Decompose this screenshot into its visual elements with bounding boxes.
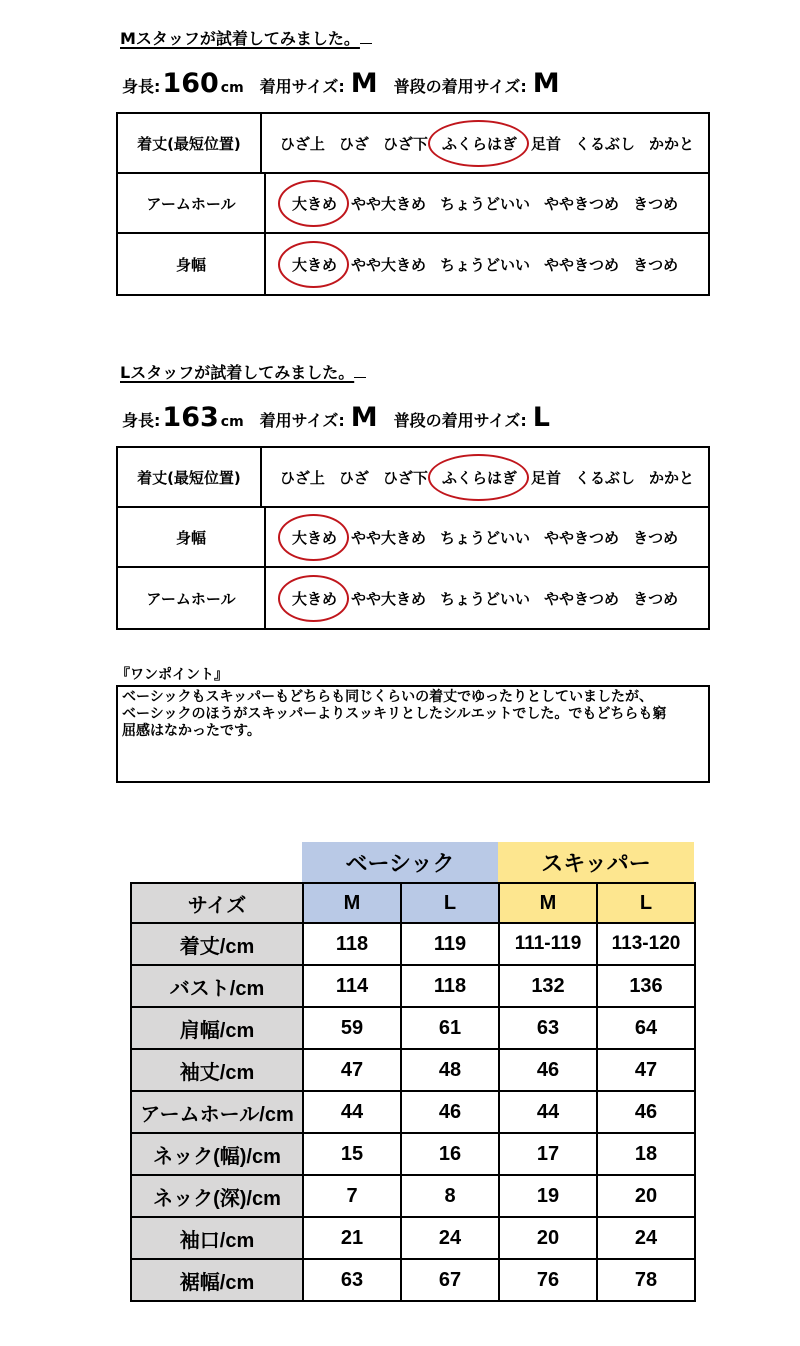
spec-cell: 8 <box>401 1175 499 1217</box>
size-basic-l: L <box>401 883 499 923</box>
worn-size-value: M <box>350 402 378 433</box>
fit-option: くるぶし <box>574 134 635 153</box>
fit-option: かかと <box>648 134 694 153</box>
spec-row-label: ネック(幅)/cm <box>131 1133 303 1175</box>
spec-cell: 111-119 <box>499 923 597 965</box>
usual-size-value: M <box>532 68 560 99</box>
fit-option: ひざ <box>338 468 369 487</box>
fit-option: やや大きめ <box>351 589 427 608</box>
size-header-label: サイズ <box>131 883 303 923</box>
fit-row <box>118 568 708 628</box>
spec-row-label: バスト/cm <box>131 965 303 1007</box>
fit-row-label: 身幅 <box>118 234 266 294</box>
spec-cell: 64 <box>597 1007 695 1049</box>
spec-row <box>131 965 695 1007</box>
spec-row-label: アームホール/cm <box>131 1091 303 1133</box>
fit-row-label: 身幅 <box>118 508 266 566</box>
height-unit: cm <box>220 80 244 96</box>
worn-size-label: 着用サイズ: <box>259 77 345 96</box>
spec-cell: 44 <box>303 1091 401 1133</box>
fit-option: ひざ上 <box>279 468 325 487</box>
spec-row-label: 肩幅/cm <box>131 1007 303 1049</box>
fit-options <box>262 114 708 172</box>
spec-row <box>131 1175 695 1217</box>
spec-row <box>131 923 695 965</box>
height-value: 160 <box>162 68 219 99</box>
fit-row-label: 着丈(最短位置) <box>118 114 262 172</box>
fit-options <box>266 234 708 294</box>
fit-option-selected: ふくらはぎ <box>441 468 517 487</box>
spec-cell: 132 <box>499 965 597 1007</box>
fit-option: ひざ上 <box>279 134 325 153</box>
usual-size-label: 普段の着用サイズ: <box>393 77 527 96</box>
one-point-line: ベーシックもスキッパーもどちらも同じくらいの着丈でゆったりとしていましたが、 <box>122 689 654 705</box>
fit-option: 足首 <box>530 468 561 487</box>
worn-size-value: M <box>350 68 378 99</box>
fit-row-label: アームホール <box>118 568 266 628</box>
fit-option-selected: 大きめ <box>292 194 338 213</box>
height-unit: cm <box>220 414 244 430</box>
spec-cell: 113-120 <box>597 923 695 965</box>
spec-cell: 47 <box>597 1049 695 1091</box>
fit-option: やや大きめ <box>351 528 427 547</box>
fit-option: ひざ下 <box>382 468 428 487</box>
spec-cell: 18 <box>597 1133 695 1175</box>
spec-row-label: 袖丈/cm <box>131 1049 303 1091</box>
fit-option: やや大きめ <box>351 194 427 213</box>
m-staff-title: Mスタッフが試着してみました。 <box>120 26 372 49</box>
height-value: 163 <box>162 402 219 433</box>
spec-cell: 59 <box>303 1007 401 1049</box>
one-point-box <box>116 685 710 783</box>
usual-size-value: L <box>532 402 551 433</box>
fit-option: ひざ <box>338 134 369 153</box>
fit-option: ややきつめ <box>544 255 620 274</box>
spec-cell: 20 <box>499 1217 597 1259</box>
m-staff-fit-table <box>116 112 710 296</box>
spec-cell: 19 <box>499 1175 597 1217</box>
size-spec-section <box>130 842 696 1302</box>
fit-row <box>118 174 708 234</box>
group-header-basic: ベーシック <box>302 842 498 882</box>
spec-row <box>131 1091 695 1133</box>
usual-size-label: 普段の着用サイズ: <box>393 411 527 430</box>
spec-cell: 119 <box>401 923 499 965</box>
fit-option: ひざ下 <box>382 134 428 153</box>
l-staff-title: Lスタッフが試着してみました。 <box>120 360 366 383</box>
spec-row-label: ネック(深)/cm <box>131 1175 303 1217</box>
fit-option-selected: 大きめ <box>292 589 338 608</box>
size-spec-table <box>130 882 696 1302</box>
fit-options <box>266 508 708 566</box>
spec-row <box>131 1133 695 1175</box>
spec-cell: 47 <box>303 1049 401 1091</box>
fit-row <box>118 508 708 568</box>
m-staff-size-line <box>122 68 576 99</box>
spec-cell: 118 <box>401 965 499 1007</box>
fit-option-selected: 大きめ <box>292 528 338 547</box>
fit-option: きつめ <box>633 528 679 547</box>
fit-option: ちょうどいい <box>440 255 531 274</box>
group-header-skipper: スキッパー <box>498 842 694 882</box>
fit-options <box>266 568 708 628</box>
fit-option: やや大きめ <box>351 255 427 274</box>
l-staff-fit-table <box>116 446 710 630</box>
fit-option: きつめ <box>633 589 679 608</box>
l-staff-size-line <box>122 402 566 433</box>
fit-option: 足首 <box>530 134 561 153</box>
height-label: 身長: <box>122 411 161 430</box>
spec-cell: 78 <box>597 1259 695 1301</box>
spec-cell: 21 <box>303 1217 401 1259</box>
spec-row-label: 袖口/cm <box>131 1217 303 1259</box>
spec-cell: 136 <box>597 965 695 1007</box>
spec-row <box>131 1217 695 1259</box>
spec-row <box>131 1259 695 1301</box>
spec-cell: 17 <box>499 1133 597 1175</box>
fit-option: ちょうどいい <box>440 528 531 547</box>
size-skipper-l: L <box>597 883 695 923</box>
fit-row <box>118 234 708 294</box>
fit-row-label: アームホール <box>118 174 266 232</box>
fit-option: ちょうどいい <box>440 589 531 608</box>
spec-row <box>131 1007 695 1049</box>
fit-option: きつめ <box>633 194 679 213</box>
fit-options <box>262 448 708 506</box>
spec-cell: 7 <box>303 1175 401 1217</box>
fit-option-selected: ふくらはぎ <box>441 134 517 153</box>
spec-cell: 48 <box>401 1049 499 1091</box>
spec-cell: 114 <box>303 965 401 1007</box>
fit-option: ややきつめ <box>544 589 620 608</box>
fit-option: かかと <box>648 468 694 487</box>
one-point-line: 屈感はなかったです。 <box>122 723 261 739</box>
fit-option: ややきつめ <box>544 194 620 213</box>
spec-cell: 24 <box>597 1217 695 1259</box>
height-label: 身長: <box>122 77 161 96</box>
fit-row <box>118 114 708 174</box>
spec-cell: 63 <box>499 1007 597 1049</box>
spec-cell: 63 <box>303 1259 401 1301</box>
fit-options <box>266 174 708 232</box>
fit-option-selected: 大きめ <box>292 255 338 274</box>
spec-row-label: 着丈/cm <box>131 923 303 965</box>
size-header-row <box>131 883 695 923</box>
size-skipper-m: M <box>499 883 597 923</box>
spec-cell: 118 <box>303 923 401 965</box>
spec-cell: 20 <box>597 1175 695 1217</box>
fit-row <box>118 448 708 508</box>
one-point-line: ベーシックのほうがスキッパーよりスッキリとしたシルエットでした。でもどちらも窮 <box>122 706 667 722</box>
worn-size-label: 着用サイズ: <box>259 411 345 430</box>
fit-option: きつめ <box>633 255 679 274</box>
spec-cell: 76 <box>499 1259 597 1301</box>
spec-row <box>131 1049 695 1091</box>
one-point-label: 『ワンポイント』 <box>116 667 228 683</box>
fit-option: ちょうどいい <box>440 194 531 213</box>
spec-cell: 67 <box>401 1259 499 1301</box>
fit-option: ややきつめ <box>544 528 620 547</box>
spec-cell: 46 <box>597 1091 695 1133</box>
spec-row-label: 裾幅/cm <box>131 1259 303 1301</box>
spec-cell: 24 <box>401 1217 499 1259</box>
spec-cell: 16 <box>401 1133 499 1175</box>
spec-cell: 46 <box>499 1049 597 1091</box>
fit-row-label: 着丈(最短位置) <box>118 448 262 506</box>
spec-cell: 15 <box>303 1133 401 1175</box>
fit-option: くるぶし <box>574 468 635 487</box>
spec-cell: 44 <box>499 1091 597 1133</box>
spec-cell: 46 <box>401 1091 499 1133</box>
size-basic-m: M <box>303 883 401 923</box>
spec-cell: 61 <box>401 1007 499 1049</box>
